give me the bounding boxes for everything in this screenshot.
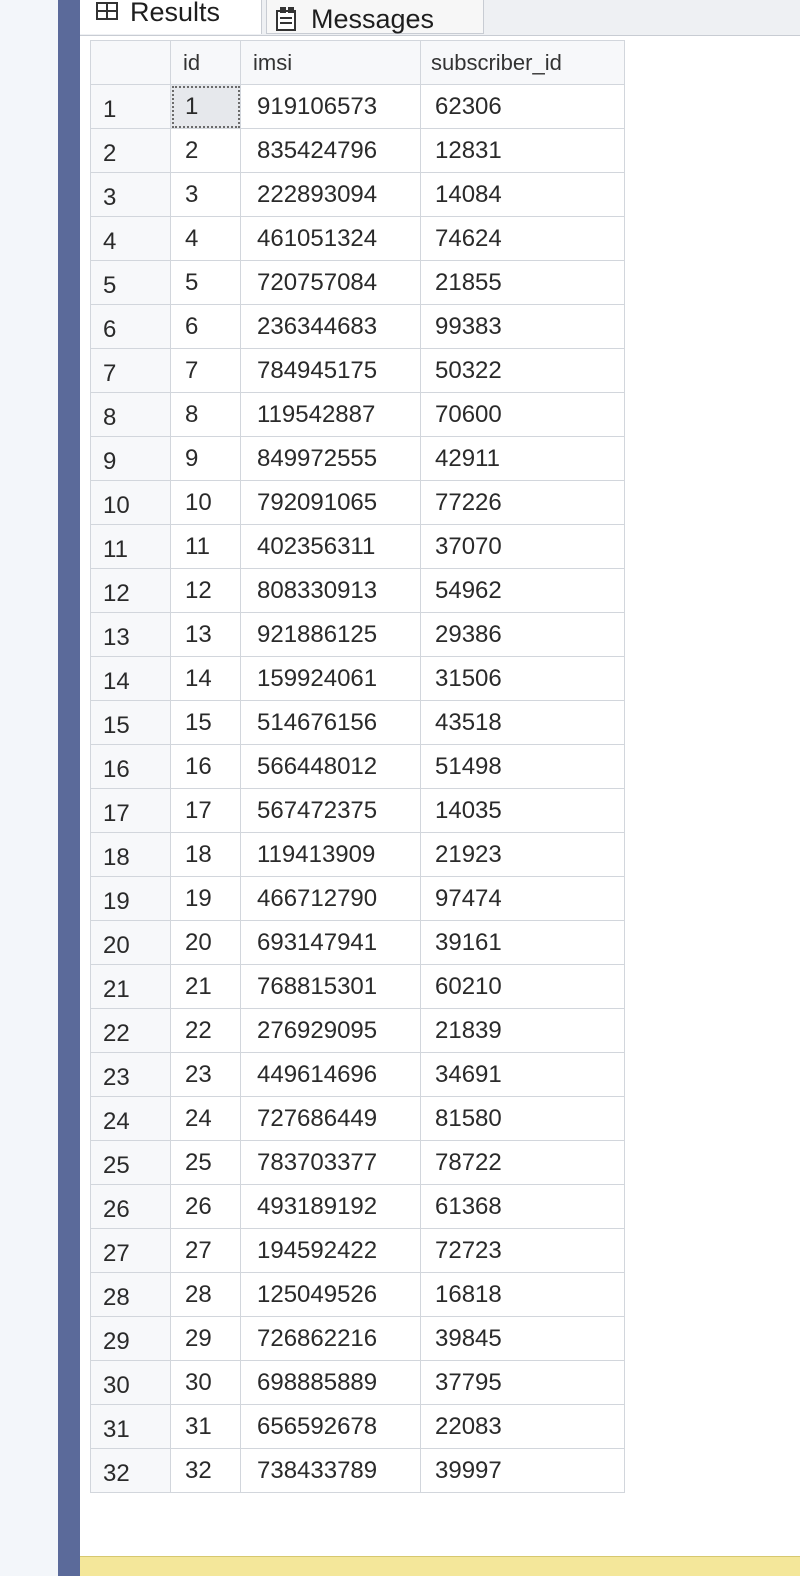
imsi-cell[interactable]: 808330913	[241, 569, 421, 613]
subscriber-id-cell[interactable]: 31506	[421, 657, 625, 701]
row-number-cell[interactable]: 5	[91, 261, 171, 305]
id-cell[interactable]: 27	[171, 1229, 241, 1273]
subscriber-id-cell[interactable]: 81580	[421, 1097, 625, 1141]
subscriber-id-cell[interactable]: 29386	[421, 613, 625, 657]
subscriber-id-cell[interactable]: 22083	[421, 1405, 625, 1449]
status-strip	[80, 1556, 800, 1576]
table-row[interactable]	[91, 1273, 625, 1317]
id-cell[interactable]: 21	[171, 965, 241, 1009]
imsi-cell[interactable]: 738433789	[241, 1449, 421, 1493]
id-cell[interactable]: 25	[171, 1141, 241, 1185]
table-row[interactable]	[91, 745, 625, 789]
imsi-cell[interactable]: 236344683	[241, 305, 421, 349]
column-header-imsi[interactable]: imsi	[241, 41, 421, 85]
imsi-cell[interactable]: 449614696	[241, 1053, 421, 1097]
subscriber-id-cell[interactable]: 61368	[421, 1185, 625, 1229]
row-number-cell[interactable]: 28	[91, 1273, 171, 1317]
subscriber-id-cell[interactable]: 60210	[421, 965, 625, 1009]
subscriber-id-cell[interactable]: 21855	[421, 261, 625, 305]
table-row[interactable]	[91, 129, 625, 173]
id-cell[interactable]: 14	[171, 657, 241, 701]
header-row	[91, 41, 625, 85]
row-number-cell[interactable]: 15	[91, 701, 171, 745]
table-row[interactable]	[91, 437, 625, 481]
row-number-cell[interactable]: 11	[91, 525, 171, 569]
row-number-cell[interactable]: 22	[91, 1009, 171, 1053]
subscriber-id-cell[interactable]: 50322	[421, 349, 625, 393]
imsi-cell[interactable]: 656592678	[241, 1405, 421, 1449]
id-cell[interactable]: 17	[171, 789, 241, 833]
id-cell[interactable]: 11	[171, 525, 241, 569]
imsi-cell[interactable]: 466712790	[241, 877, 421, 921]
table-row[interactable]	[91, 1317, 625, 1361]
tab-results[interactable]	[80, 0, 262, 34]
row-number-cell[interactable]: 30	[91, 1361, 171, 1405]
tab-messages-label: Messages	[311, 4, 435, 34]
results-table	[90, 40, 625, 1493]
imsi-cell[interactable]: 921886125	[241, 613, 421, 657]
table-row[interactable]	[91, 173, 625, 217]
id-cell[interactable]: 9	[171, 437, 241, 481]
imsi-cell[interactable]: 493189192	[241, 1185, 421, 1229]
subscriber-id-cell[interactable]: 74624	[421, 217, 625, 261]
id-cell[interactable]: 24	[171, 1097, 241, 1141]
subscriber-id-cell[interactable]: 77226	[421, 481, 625, 525]
imsi-cell[interactable]: 919106573	[241, 85, 421, 129]
row-number-cell[interactable]: 29	[91, 1317, 171, 1361]
id-cell[interactable]: 15	[171, 701, 241, 745]
imsi-cell[interactable]: 119542887	[241, 393, 421, 437]
row-number-cell[interactable]: 13	[91, 613, 171, 657]
table-row[interactable]	[91, 657, 625, 701]
splitter-bar[interactable]	[58, 0, 80, 1576]
subscriber-id-cell[interactable]: 12831	[421, 129, 625, 173]
row-number-cell[interactable]: 3	[91, 173, 171, 217]
id-cell[interactable]: 18	[171, 833, 241, 877]
results-pane	[80, 0, 800, 1576]
id-cell[interactable]: 1	[171, 85, 241, 129]
row-number-cell[interactable]: 8	[91, 393, 171, 437]
imsi-cell[interactable]: 222893094	[241, 173, 421, 217]
subscriber-id-cell[interactable]: 39845	[421, 1317, 625, 1361]
grid-icon	[96, 2, 118, 20]
row-number-cell[interactable]: 32	[91, 1449, 171, 1493]
column-header-id[interactable]: id	[171, 41, 241, 85]
row-number-cell[interactable]: 27	[91, 1229, 171, 1273]
subscriber-id-cell[interactable]: 99383	[421, 305, 625, 349]
id-cell[interactable]: 16	[171, 745, 241, 789]
subscriber-id-cell[interactable]: 97474	[421, 877, 625, 921]
row-number-cell[interactable]: 31	[91, 1405, 171, 1449]
row-number-cell[interactable]: 19	[91, 877, 171, 921]
column-header-subscriber-id[interactable]: subscriber_id	[421, 41, 625, 85]
id-cell[interactable]: 23	[171, 1053, 241, 1097]
row-number-cell[interactable]: 6	[91, 305, 171, 349]
table-row[interactable]	[91, 833, 625, 877]
row-number-cell[interactable]: 7	[91, 349, 171, 393]
subscriber-id-cell[interactable]: 37795	[421, 1361, 625, 1405]
table-row[interactable]	[91, 349, 625, 393]
imsi-cell[interactable]: 720757084	[241, 261, 421, 305]
row-number-cell[interactable]: 9	[91, 437, 171, 481]
table-row[interactable]	[91, 701, 625, 745]
id-cell[interactable]: 3	[171, 173, 241, 217]
row-number-cell[interactable]: 4	[91, 217, 171, 261]
id-cell[interactable]: 32	[171, 1449, 241, 1493]
imsi-cell[interactable]: 727686449	[241, 1097, 421, 1141]
table-row[interactable]	[91, 1053, 625, 1097]
imsi-cell[interactable]: 693147941	[241, 921, 421, 965]
table-row[interactable]	[91, 789, 625, 833]
table-row[interactable]	[91, 217, 625, 261]
imsi-cell[interactable]: 119413909	[241, 833, 421, 877]
subscriber-id-cell[interactable]: 62306	[421, 85, 625, 129]
imsi-cell[interactable]: 194592422	[241, 1229, 421, 1273]
imsi-cell[interactable]: 835424796	[241, 129, 421, 173]
results-tabbar	[80, 0, 800, 36]
row-number-cell[interactable]: 17	[91, 789, 171, 833]
imsi-cell[interactable]: 567472375	[241, 789, 421, 833]
table-row[interactable]	[91, 1449, 625, 1493]
table-row[interactable]	[91, 1141, 625, 1185]
id-cell[interactable]: 8	[171, 393, 241, 437]
id-cell[interactable]: 6	[171, 305, 241, 349]
id-cell[interactable]: 13	[171, 613, 241, 657]
tab-messages[interactable]	[266, 0, 484, 34]
table-row[interactable]	[91, 481, 625, 525]
id-cell[interactable]: 26	[171, 1185, 241, 1229]
id-cell[interactable]: 5	[171, 261, 241, 305]
subscriber-id-cell[interactable]: 34691	[421, 1053, 625, 1097]
table-row[interactable]	[91, 1185, 625, 1229]
subscriber-id-cell[interactable]: 78722	[421, 1141, 625, 1185]
table-row[interactable]	[91, 261, 625, 305]
subscriber-id-cell[interactable]: 21923	[421, 833, 625, 877]
id-cell[interactable]: 28	[171, 1273, 241, 1317]
row-number-cell[interactable]: 10	[91, 481, 171, 525]
table-row[interactable]	[91, 1405, 625, 1449]
table-row[interactable]	[91, 613, 625, 657]
subscriber-id-cell[interactable]: 14035	[421, 789, 625, 833]
row-number-cell[interactable]: 26	[91, 1185, 171, 1229]
imsi-cell[interactable]: 792091065	[241, 481, 421, 525]
imsi-cell[interactable]: 726862216	[241, 1317, 421, 1361]
table-row[interactable]	[91, 1097, 625, 1141]
subscriber-id-cell[interactable]: 14084	[421, 173, 625, 217]
row-number-cell[interactable]: 2	[91, 129, 171, 173]
imsi-cell[interactable]: 276929095	[241, 1009, 421, 1053]
table-row[interactable]	[91, 569, 625, 613]
subscriber-id-cell[interactable]: 37070	[421, 525, 625, 569]
id-cell[interactable]: 4	[171, 217, 241, 261]
imsi-cell[interactable]: 768815301	[241, 965, 421, 1009]
imsi-cell[interactable]: 698885889	[241, 1361, 421, 1405]
table-row[interactable]	[91, 85, 625, 129]
imsi-cell[interactable]: 514676156	[241, 701, 421, 745]
subscriber-id-cell[interactable]: 42911	[421, 437, 625, 481]
imsi-cell[interactable]: 566448012	[241, 745, 421, 789]
row-number-cell[interactable]: 20	[91, 921, 171, 965]
row-number-cell[interactable]: 12	[91, 569, 171, 613]
row-number-cell[interactable]: 21	[91, 965, 171, 1009]
subscriber-id-cell[interactable]: 39997	[421, 1449, 625, 1493]
imsi-cell[interactable]: 159924061	[241, 657, 421, 701]
subscriber-id-cell[interactable]: 72723	[421, 1229, 625, 1273]
id-cell[interactable]: 10	[171, 481, 241, 525]
subscriber-id-cell[interactable]: 21839	[421, 1009, 625, 1053]
imsi-cell[interactable]: 461051324	[241, 217, 421, 261]
id-cell[interactable]: 30	[171, 1361, 241, 1405]
table-row[interactable]	[91, 1009, 625, 1053]
imsi-cell[interactable]: 125049526	[241, 1273, 421, 1317]
row-number-cell[interactable]: 24	[91, 1097, 171, 1141]
subscriber-id-cell[interactable]: 54962	[421, 569, 625, 613]
row-number-cell[interactable]: 23	[91, 1053, 171, 1097]
imsi-cell[interactable]: 783703377	[241, 1141, 421, 1185]
row-number-header[interactable]	[91, 41, 171, 85]
table-row[interactable]	[91, 965, 625, 1009]
tab-results-label: Results	[130, 0, 221, 27]
message-icon	[275, 6, 299, 32]
imsi-cell[interactable]: 784945175	[241, 349, 421, 393]
subscriber-id-cell[interactable]: 39161	[421, 921, 625, 965]
table-row[interactable]	[91, 877, 625, 921]
subscriber-id-cell[interactable]: 43518	[421, 701, 625, 745]
id-cell[interactable]: 2	[171, 129, 241, 173]
table-row[interactable]	[91, 921, 625, 965]
id-cell[interactable]: 19	[171, 877, 241, 921]
id-cell[interactable]: 20	[171, 921, 241, 965]
subscriber-id-cell[interactable]: 16818	[421, 1273, 625, 1317]
id-cell[interactable]: 7	[171, 349, 241, 393]
id-cell[interactable]: 31	[171, 1405, 241, 1449]
imsi-cell[interactable]: 402356311	[241, 525, 421, 569]
table-row[interactable]	[91, 305, 625, 349]
subscriber-id-cell[interactable]: 70600	[421, 393, 625, 437]
table-row[interactable]	[91, 393, 625, 437]
imsi-cell[interactable]: 849972555	[241, 437, 421, 481]
id-cell[interactable]: 29	[171, 1317, 241, 1361]
table-row[interactable]	[91, 1229, 625, 1273]
row-number-cell[interactable]: 14	[91, 657, 171, 701]
table-row[interactable]	[91, 525, 625, 569]
table-row[interactable]	[91, 1361, 625, 1405]
row-number-cell[interactable]: 25	[91, 1141, 171, 1185]
id-cell[interactable]: 22	[171, 1009, 241, 1053]
row-number-cell[interactable]: 16	[91, 745, 171, 789]
id-cell[interactable]: 12	[171, 569, 241, 613]
row-number-cell[interactable]: 18	[91, 833, 171, 877]
results-grid[interactable]	[90, 40, 636, 1570]
subscriber-id-cell[interactable]: 51498	[421, 745, 625, 789]
editor-margin	[0, 0, 58, 1576]
row-number-cell[interactable]: 1	[91, 85, 171, 129]
